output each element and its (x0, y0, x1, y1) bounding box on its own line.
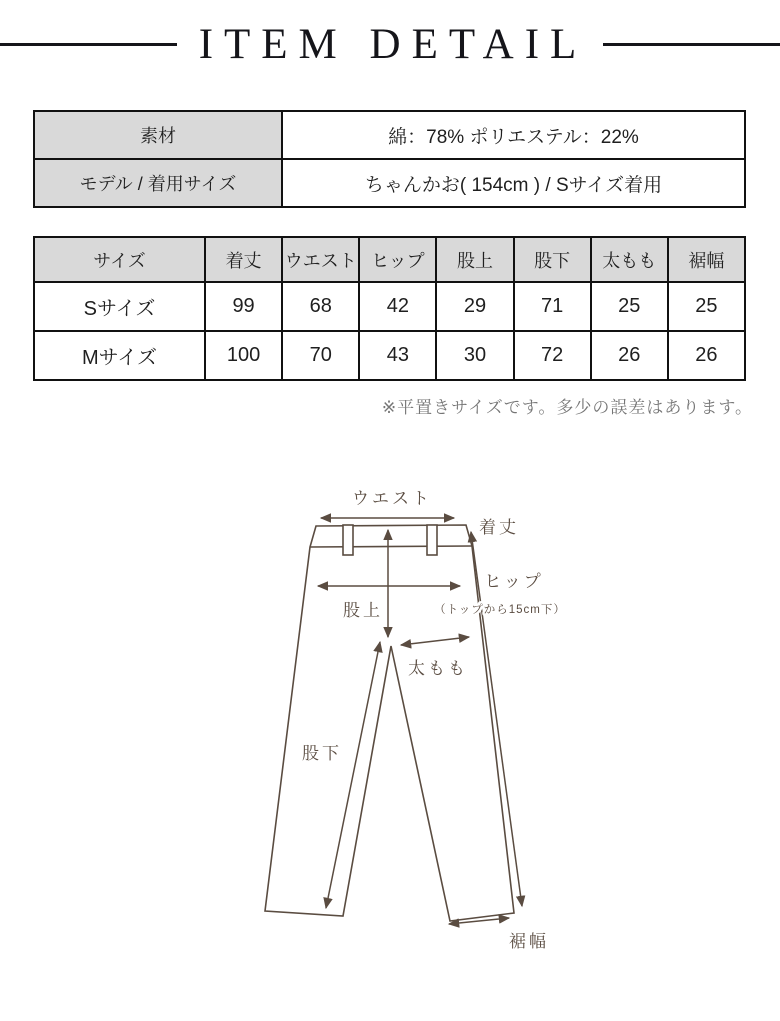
size-col-thigh: 太もも (591, 237, 668, 282)
hip-label: ヒップ (484, 572, 544, 591)
inseam-arrow (326, 642, 380, 908)
rise-label: 股上 (343, 601, 383, 620)
size-s-hem: 25 (668, 282, 745, 331)
size-m-length: 100 (205, 331, 282, 380)
size-table-header-row (34, 237, 745, 282)
hip-note-label: （トップから15cm下） (434, 604, 566, 616)
size-m-inseam: 72 (514, 331, 591, 380)
size-m-waist: 70 (282, 331, 359, 380)
size-m-hip: 43 (359, 331, 436, 380)
page-title: ITEM DETAIL (198, 20, 588, 68)
size-s-rise: 29 (436, 282, 513, 331)
size-m-rise: 30 (436, 331, 513, 380)
spec-label-material: 素材 (34, 111, 282, 159)
size-s-length: 99 (205, 282, 282, 331)
spec-value-material: 綿：78% ポリエステル：22% (282, 111, 745, 159)
size-s-label: Sサイズ (34, 282, 205, 331)
size-col-inseam: 股下 (514, 237, 591, 282)
belt-loop-left (343, 525, 353, 555)
section-header (0, 21, 780, 67)
size-disclaimer-note: ※平置きサイズです。多少の誤差はあります。 (381, 398, 753, 417)
title-rule-right (603, 43, 780, 46)
size-s-inseam: 71 (514, 282, 591, 331)
size-s-waist: 68 (282, 282, 359, 331)
size-col-rise: 股上 (436, 237, 513, 282)
waist-label: ウエスト (352, 489, 432, 508)
size-m-thigh: 26 (591, 331, 668, 380)
size-m-hem: 26 (668, 331, 745, 380)
thigh-arrow (401, 637, 469, 645)
waistband-line (310, 546, 472, 547)
size-col-size: サイズ (34, 237, 205, 282)
belt-loop-right (427, 525, 437, 555)
size-m-label: Mサイズ (34, 331, 205, 380)
hem-width-arrow (449, 918, 509, 924)
table-row-size-s (34, 282, 745, 331)
measurement-diagram (0, 458, 780, 1003)
pants-diagram-svg (0, 458, 780, 998)
size-table (33, 236, 746, 381)
hem-width-label: 裾幅 (509, 932, 549, 951)
length-label: 着丈 (479, 518, 519, 537)
table-row (34, 111, 745, 159)
spec-label-model: モデル / 着用サイズ (34, 159, 282, 207)
size-s-thigh: 25 (591, 282, 668, 331)
size-col-hip: ヒップ (359, 237, 436, 282)
spec-value-model: ちゃんかお( 154cm ) / Sサイズ着用 (282, 159, 745, 207)
size-col-length: 着丈 (205, 237, 282, 282)
size-col-hem: 裾幅 (668, 237, 745, 282)
size-col-waist: ウエスト (282, 237, 359, 282)
title-rule-left (0, 43, 177, 46)
spec-table (33, 110, 746, 208)
table-row-size-m (34, 331, 745, 380)
inseam-label: 股下 (302, 744, 342, 763)
table-row (34, 159, 745, 207)
thigh-label: 太もも (408, 659, 468, 678)
size-s-hip: 42 (359, 282, 436, 331)
pants-outline (265, 525, 514, 921)
